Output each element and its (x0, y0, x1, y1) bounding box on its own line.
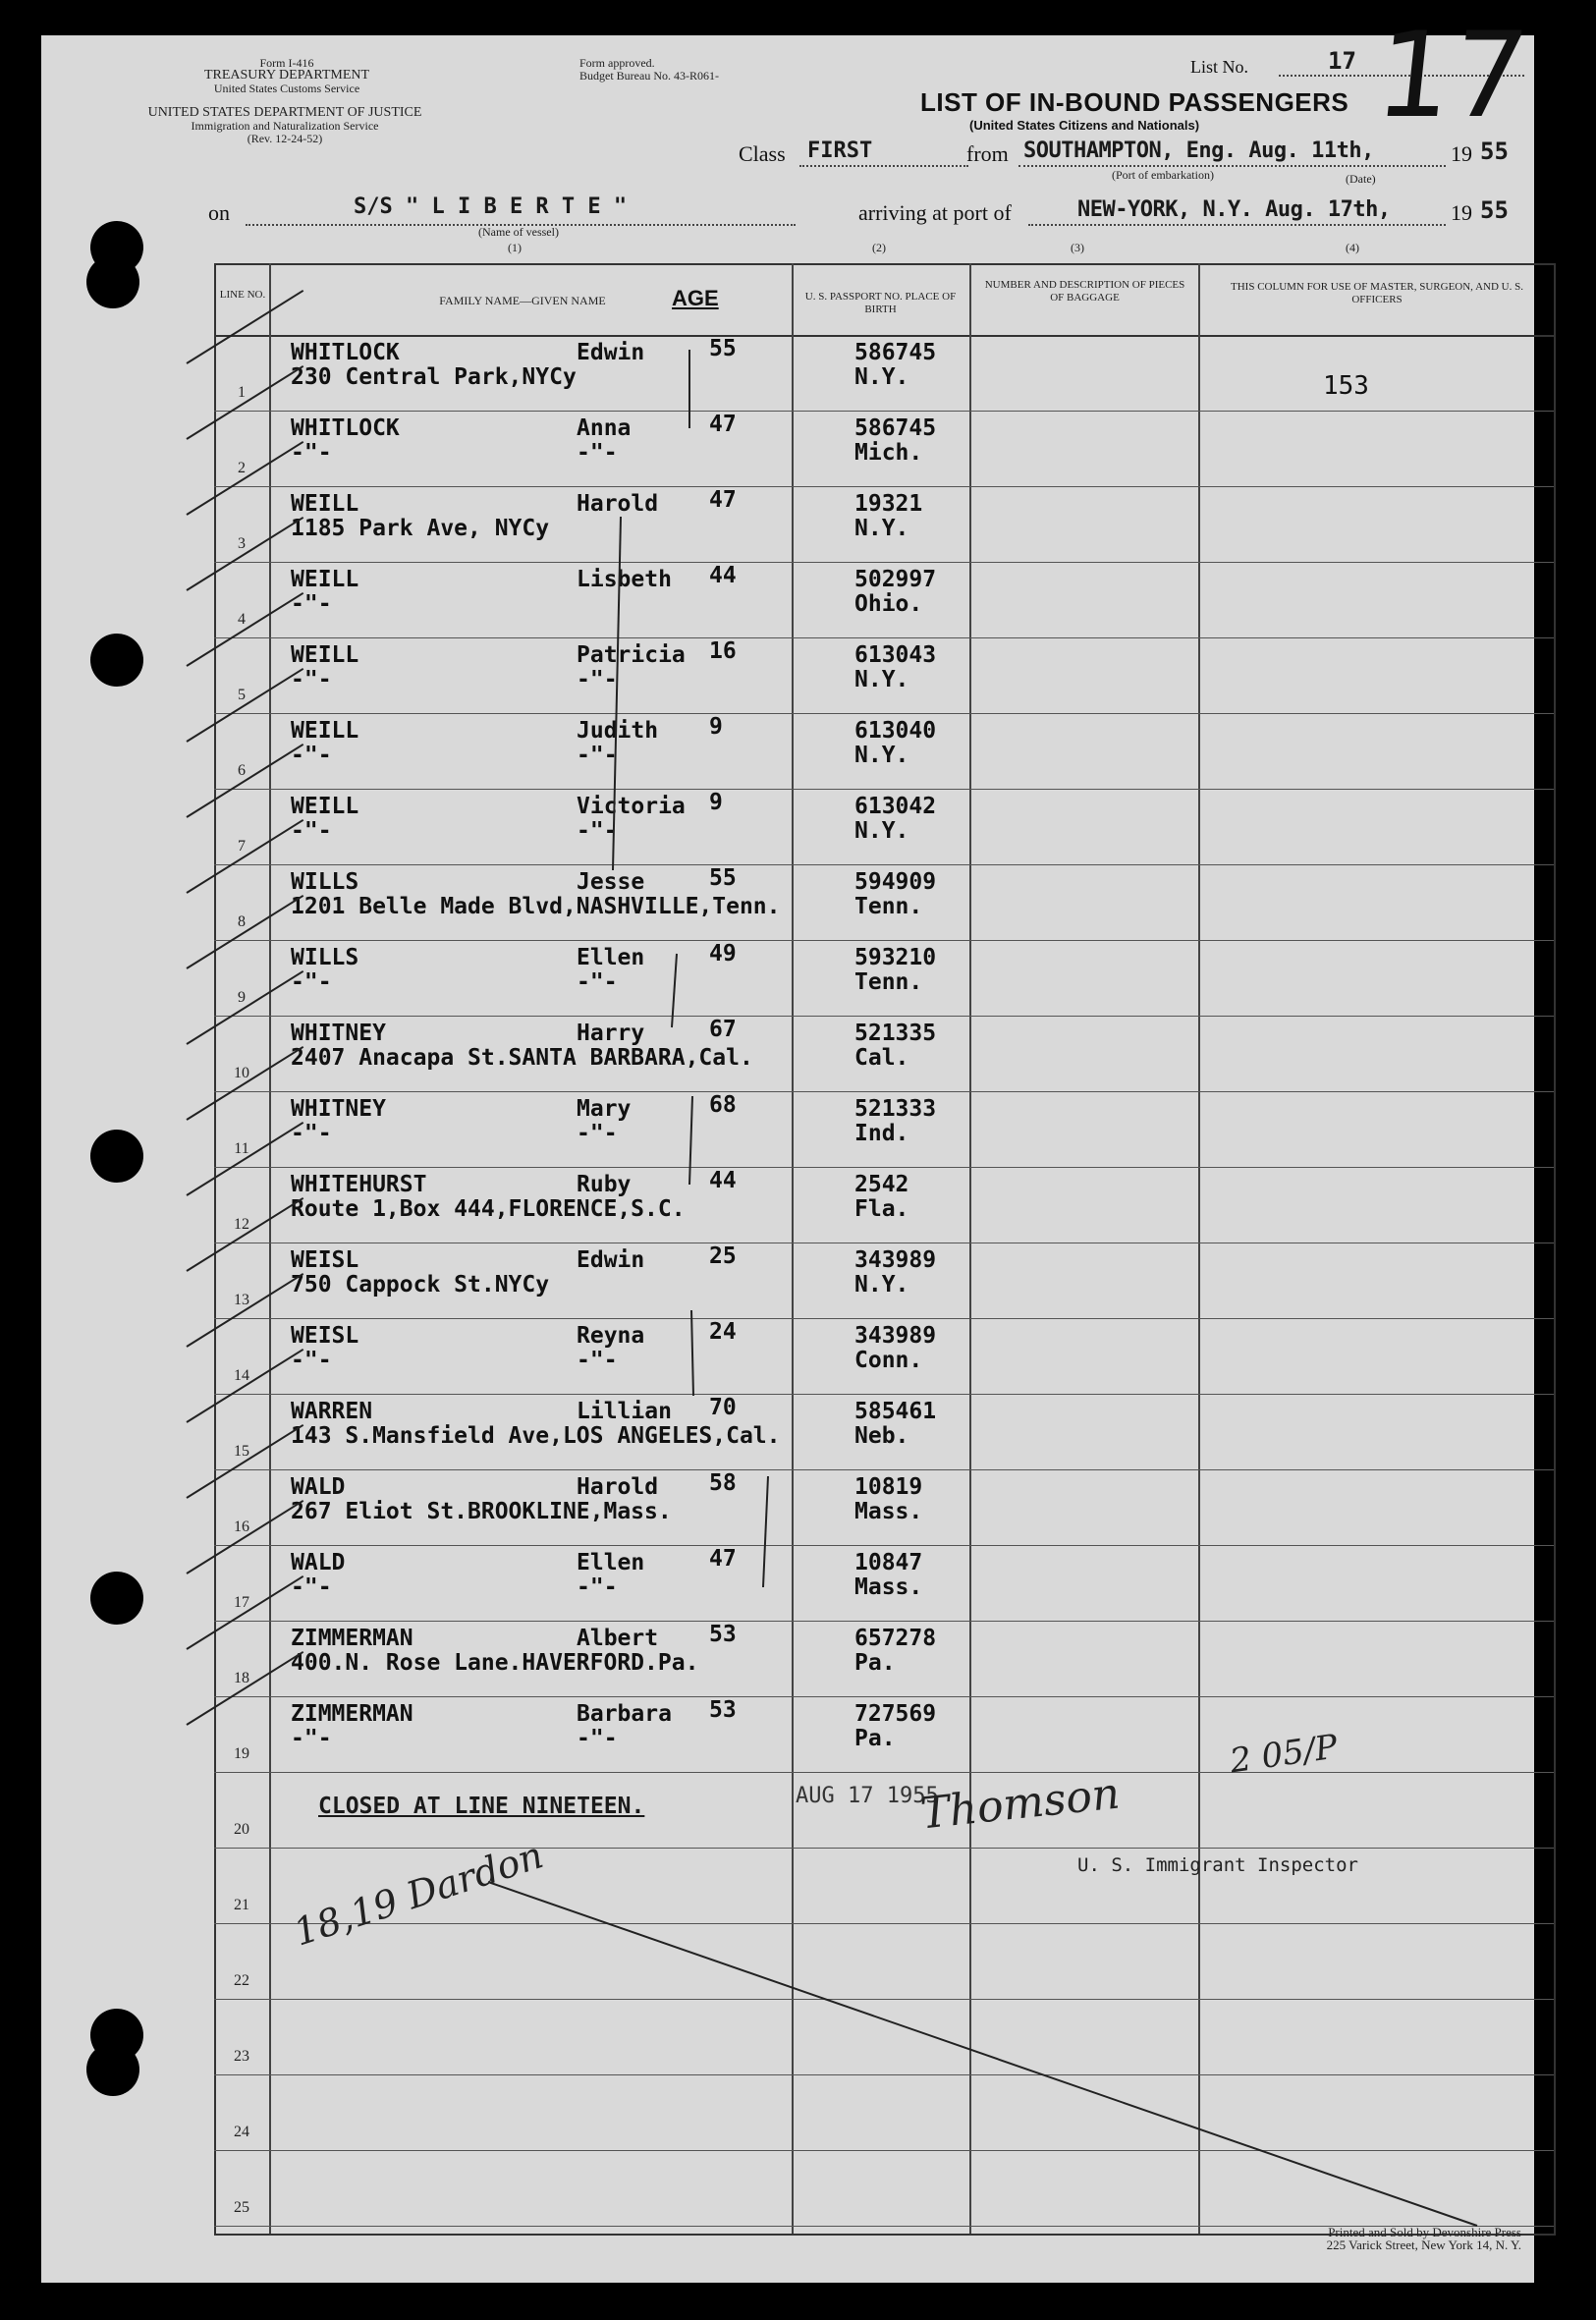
justice-line-3: (Rev. 12-24-52) (247, 132, 323, 145)
given-name-ditto: -"- (577, 743, 618, 768)
bracket-mark-3-7 (613, 517, 621, 870)
family-name: WEISL (291, 1323, 359, 1349)
year-suffix: 55 (1480, 138, 1509, 165)
vessel-caption: (Name of vessel) (478, 225, 559, 239)
address: 267 Eliot St.BROOKLINE,Mass. (291, 1499, 672, 1524)
address: 2407 Anacapa St.SANTA BARBARA,Cal. (291, 1045, 753, 1071)
dept-line-1: TREASURY DEPARTMENT (203, 68, 370, 83)
line-number: 22 (234, 1972, 249, 1989)
family-name: WARREN (291, 1399, 373, 1424)
line-number: 1 (238, 384, 246, 401)
age-value: 49 (709, 941, 737, 967)
family-name: WILLS (291, 945, 359, 970)
place-of-birth: Mass. (854, 1574, 923, 1600)
line-number: 15 (234, 1443, 249, 1460)
given-name: Lisbeth (577, 567, 672, 592)
punch-hole (86, 255, 139, 308)
form-subtitle: (United States Citizens and Nationals) (969, 118, 1200, 133)
arrive-year-prefix: 19 (1451, 200, 1472, 225)
bracket-mark-8-9 (672, 954, 677, 1027)
given-name-ditto: -"- (577, 1121, 618, 1146)
passport-number: 502997 (854, 567, 937, 592)
punch-hole (90, 1572, 143, 1625)
family-name: WALD (291, 1474, 346, 1500)
given-name: Harold (577, 491, 659, 517)
line-number: 12 (234, 1216, 249, 1233)
address: -"- (291, 1121, 332, 1146)
family-name: WHITEHURST (291, 1172, 427, 1197)
col-head-officers: THIS COLUMN FOR USE OF MASTER, SURGEON, AND U. S. OFFICERS (1231, 281, 1523, 305)
place-of-birth: N.Y. (854, 364, 909, 390)
line-number: 6 (238, 762, 246, 779)
line-number: 18 (234, 1670, 249, 1686)
passport-number: 613043 (854, 642, 937, 668)
given-name: Lillian (577, 1399, 672, 1424)
place-of-birth: Tenn. (854, 894, 923, 919)
family-name: WHITLOCK (291, 415, 400, 441)
place-of-birth: Cal. (854, 1045, 909, 1071)
age-value: 24 (709, 1319, 737, 1345)
address: -"- (291, 818, 332, 844)
dept-line-2: United States Customs Service (213, 82, 360, 95)
line-note: 18,19 Dardon (288, 1833, 549, 1955)
family-name: WHITLOCK (291, 340, 400, 365)
address: Route 1,Box 444,FLORENCE,S.C. (291, 1196, 686, 1222)
given-name: Victoria (577, 794, 686, 819)
punch-hole (90, 1130, 143, 1183)
line-number: 4 (238, 611, 246, 628)
family-name: WALD (291, 1550, 346, 1575)
given-name: Ellen (577, 945, 645, 970)
passport-number: 19321 (854, 491, 923, 517)
passport-number: 594909 (854, 869, 937, 895)
printer-line-1: Printed and Sold by Devonshire Press (1328, 2225, 1521, 2239)
address: 400.N. Rose Lane.HAVERFORD.Pa. (291, 1650, 699, 1676)
place-of-birth: N.Y. (854, 516, 909, 541)
class-value: FIRST (807, 138, 873, 163)
form-number: Form I-416 (259, 56, 314, 70)
line-number: 8 (238, 913, 246, 930)
line-number: 9 (238, 989, 246, 1006)
date-caption: (Date) (1346, 172, 1376, 186)
line-number: 25 (234, 2199, 249, 2216)
passport-number: 10847 (854, 1550, 923, 1575)
place-of-birth: Mich. (854, 440, 923, 466)
caption-4: (4) (1346, 241, 1359, 254)
given-name-ditto: -"- (577, 818, 618, 844)
age-value: 9 (709, 714, 723, 740)
line-number: 11 (234, 1140, 249, 1157)
list-no-handwritten: 17 (1369, 8, 1535, 144)
place-of-birth: Mass. (854, 1499, 923, 1524)
family-name: WHITNEY (291, 1021, 386, 1046)
given-name: Albert (577, 1626, 659, 1651)
passport-number: 10819 (854, 1474, 923, 1500)
class-label: Class (739, 141, 786, 166)
void-diagonal-line (488, 1882, 1477, 2226)
place-of-birth: N.Y. (854, 1272, 909, 1298)
strike-marks (41, 35, 1534, 2283)
given-name-ditto: -"- (577, 1726, 618, 1751)
line-number: 14 (234, 1367, 249, 1384)
age-value: 53 (709, 1697, 737, 1723)
form-title: LIST OF IN-BOUND PASSENGERS (920, 87, 1349, 117)
justice-line-2: Immigration and Naturalization Service (191, 119, 379, 133)
age-value: 53 (709, 1622, 737, 1647)
address: -"- (291, 743, 332, 768)
age-value: 47 (709, 487, 737, 513)
line-number: 19 (234, 1745, 249, 1762)
manifest-page (41, 8, 1535, 2283)
arriving-label: arriving at port of (858, 200, 1012, 225)
place-of-birth: Ind. (854, 1121, 909, 1146)
given-name: Edwin (577, 340, 645, 365)
caption-3: (3) (1071, 241, 1084, 254)
given-name-ditto: -"- (577, 667, 618, 692)
address: 1185 Park Ave, NYCy (291, 516, 550, 541)
given-name: Jesse (577, 869, 645, 895)
given-name: Barbara (577, 1701, 672, 1727)
passport-number: 593210 (854, 945, 937, 970)
age-value: 55 (709, 865, 737, 891)
address: -"- (291, 440, 332, 466)
place-of-birth: Neb. (854, 1423, 909, 1449)
vessel-value: S/S " L I B E R T E " (354, 194, 628, 219)
passport-number: 727569 (854, 1701, 937, 1727)
col-head-passport: U. S. PASSPORT NO. PLACE OF BIRTH (804, 291, 957, 315)
age-value: 25 (709, 1243, 737, 1269)
place-of-birth: Fla. (854, 1196, 909, 1222)
col-head-line-no: LINE NO. (219, 289, 266, 301)
line-number: 21 (234, 1897, 249, 1913)
age-value: 44 (709, 563, 737, 588)
family-name: ZIMMERMAN (291, 1701, 413, 1727)
address: 1201 Belle Made Blvd,NASHVILLE,Tenn. (291, 894, 781, 919)
punch-hole (90, 634, 143, 687)
line-number: 10 (234, 1065, 249, 1081)
address: 143 S.Mansfield Ave,LOS ANGELES,Cal. (291, 1423, 781, 1449)
family-name: WEILL (291, 642, 359, 668)
passport-number: 586745 (854, 340, 937, 365)
place-of-birth: N.Y. (854, 818, 909, 844)
address: -"- (291, 969, 332, 995)
passport-number: 586745 (854, 415, 937, 441)
age-value: 58 (709, 1470, 737, 1496)
approval-line-1: Form approved. (579, 56, 655, 70)
address: -"- (291, 1726, 332, 1751)
given-name-ditto: -"- (577, 1348, 618, 1373)
place-of-birth: Tenn. (854, 969, 923, 995)
age-value: 67 (709, 1017, 737, 1042)
embarkation-caption: (Port of embarkation) (1112, 168, 1214, 182)
passport-number: 343989 (854, 1323, 937, 1349)
address: -"- (291, 667, 332, 692)
passport-number: 521333 (854, 1096, 937, 1122)
age-value: 9 (709, 790, 723, 815)
from-label: from (966, 141, 1009, 166)
place-of-birth: N.Y. (854, 743, 909, 768)
line-number: 7 (238, 838, 246, 855)
passport-number: 657278 (854, 1626, 937, 1651)
address: 750 Cappock St.NYCy (291, 1272, 550, 1298)
place-of-birth: Ohio. (854, 591, 923, 617)
bracket-mark-10-11 (689, 1096, 692, 1185)
age-value: 44 (709, 1168, 737, 1193)
line-number: 17 (234, 1594, 249, 1611)
passport-number: 613040 (854, 718, 937, 744)
caption-1: (1) (508, 241, 522, 254)
justice-line-1: UNITED STATES DEPARTMENT OF JUSTICE (147, 105, 422, 120)
place-of-birth: Conn. (854, 1348, 923, 1373)
given-name: Ellen (577, 1550, 645, 1575)
address: 230 Central Park,NYCy (291, 364, 577, 390)
given-name: Harold (577, 1474, 659, 1500)
given-name: Edwin (577, 1247, 645, 1273)
line-number: 16 (234, 1519, 249, 1535)
family-name: WEILL (291, 491, 359, 517)
family-name: WEILL (291, 794, 359, 819)
family-name: WHITNEY (291, 1096, 386, 1122)
line-number: 5 (238, 687, 246, 703)
age-value: 47 (709, 1546, 737, 1572)
punch-hole (86, 2043, 139, 2096)
list-no-label: List No. (1190, 57, 1249, 77)
caption-2: (2) (872, 241, 886, 254)
given-name-ditto: -"- (577, 969, 618, 995)
address: -"- (291, 1574, 332, 1600)
place-of-birth: Pa. (854, 1650, 896, 1676)
given-name: Ruby (577, 1172, 632, 1197)
family-name: WEISL (291, 1247, 359, 1273)
bracket-mark-13-14 (691, 1310, 693, 1396)
given-name: Judith (577, 718, 659, 744)
given-name: Reyna (577, 1323, 645, 1349)
date-stamp: AUG 17 1955 (796, 1784, 939, 1808)
age-value: 47 (709, 412, 737, 437)
printer-line-2: 225 Varick Street, New York 14, N. Y. (1326, 2237, 1521, 2252)
place-of-birth: Pa. (854, 1726, 896, 1751)
family-name: WEILL (291, 567, 359, 592)
family-name: ZIMMERMAN (291, 1626, 413, 1651)
given-name: Anna (577, 415, 632, 441)
passport-number: 521335 (854, 1021, 937, 1046)
inspector-signature: Thomson (917, 1768, 1123, 1840)
from-value: SOUTHAMPTON, Eng. Aug. 11th, (1023, 138, 1374, 163)
passport-number: 2542 (854, 1172, 909, 1197)
approval-line-2: Budget Bureau No. 43-R061- (579, 69, 719, 83)
family-name: WEILL (291, 718, 359, 744)
bracket-mark-16-17 (763, 1476, 768, 1587)
line-number: 24 (234, 2124, 249, 2140)
address: -"- (291, 591, 332, 617)
arrive-year-suffix: 55 (1480, 196, 1509, 224)
closed-text: CLOSED AT LINE NINETEEN. (318, 1794, 645, 1819)
officer-note: 153 (1323, 371, 1369, 401)
passport-number: 613042 (854, 794, 937, 819)
on-label: on (208, 200, 230, 225)
place-of-birth: N.Y. (854, 667, 909, 692)
given-name: Patricia (577, 642, 686, 668)
line-number: 3 (238, 535, 246, 552)
col-head-name: FAMILY NAME—GIVEN NAME (439, 294, 606, 307)
given-name-ditto: -"- (577, 1574, 618, 1600)
line-number: 20 (234, 1821, 249, 1838)
inspector-title: U. S. Immigrant Inspector (1077, 1854, 1358, 1876)
passport-number: 585461 (854, 1399, 937, 1424)
line-number: 2 (238, 460, 246, 476)
col-head-baggage: NUMBER AND DESCRIPTION OF PIECES OF BAGGAGE (984, 279, 1185, 304)
line-number: 13 (234, 1292, 249, 1308)
given-name: Harry (577, 1021, 645, 1046)
arriving-value: NEW-YORK, N.Y. Aug. 17th, (1077, 197, 1391, 222)
line-number: 23 (234, 2048, 249, 2065)
age-value: 55 (709, 336, 737, 361)
margin-note: 2 05/P (1227, 1727, 1341, 1782)
year-prefix: 19 (1451, 141, 1472, 166)
given-name-ditto: -"- (577, 440, 618, 466)
passport-number: 343989 (854, 1247, 937, 1273)
age-value: 70 (709, 1395, 737, 1420)
age-value: 68 (709, 1092, 737, 1118)
given-name: Mary (577, 1096, 632, 1122)
family-name: WILLS (291, 869, 359, 895)
age-value: 16 (709, 638, 737, 664)
address: -"- (291, 1348, 332, 1373)
col-head-age: AGE (672, 286, 719, 310)
list-no-typed: 17 (1328, 47, 1356, 75)
